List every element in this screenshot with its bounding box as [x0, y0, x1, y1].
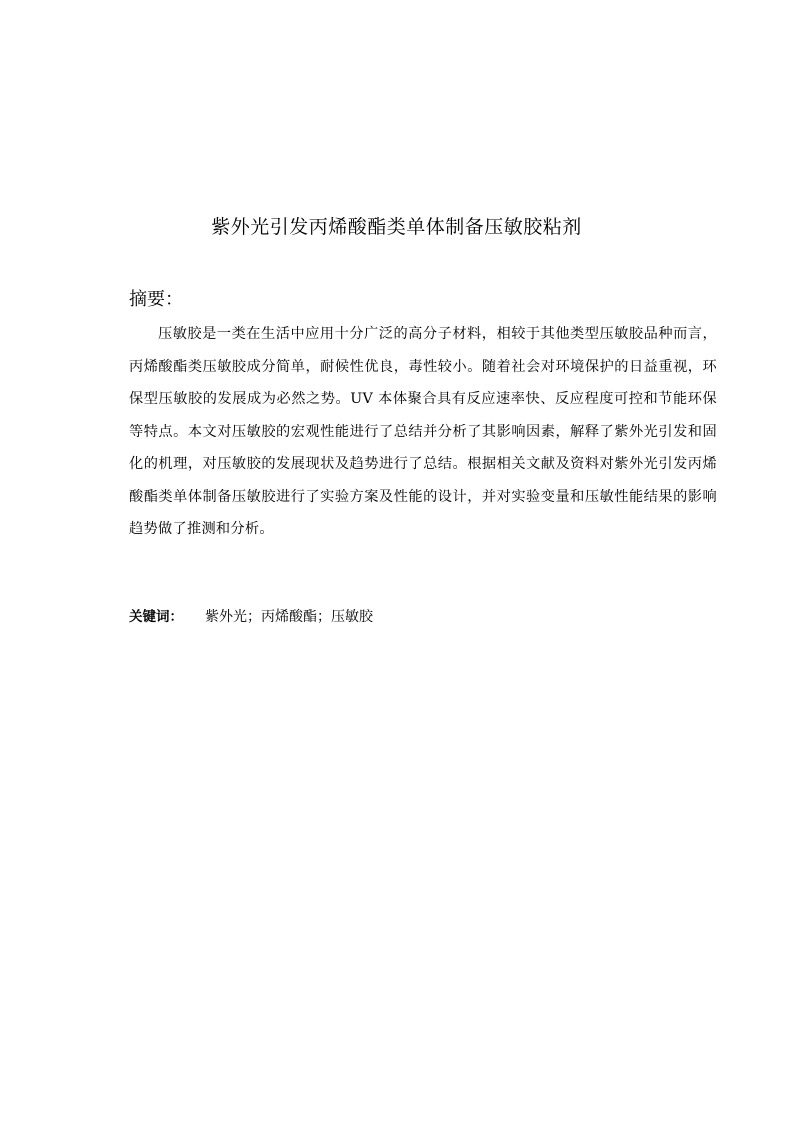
keywords-values: 紫外光；丙烯酸酯；压敏胶: [205, 609, 373, 625]
document-title: 紫外光引发丙烯酸酯类单体制备压敏胶粘剂: [211, 216, 582, 238]
keywords-line: [129, 604, 373, 630]
abstract-heading: 摘要：: [129, 289, 183, 310]
abstract-paragraph: 压敏胶是一类在生活中应用十分广泛的高分子材料，相较于其他类型压敏胶品种而言，丙烯酸酯类压敏胶成分简单，耐候性优良，毒性较小。随着社会对环境保护的日益重视，环保型压敏胶的发展成为必然之势。UV 本体聚合具有反应速率快、反应程度可控和节能环保等特点。本文对压敏胶的宏观性能进行了总结并分析了其影响因素，解释了紫外光引发和固化的机理，对压敏胶的发展现状及趋势进行了总结。根据相关文献及资料对紫外光引发丙烯酸酯类单体制备压敏胶进行了实验方案及性能的设计，并对实验变量和压敏性能结果的影响趋势做了推测和分析。: [129, 326, 717, 537]
keywords-label: 关键词：: [129, 609, 183, 625]
